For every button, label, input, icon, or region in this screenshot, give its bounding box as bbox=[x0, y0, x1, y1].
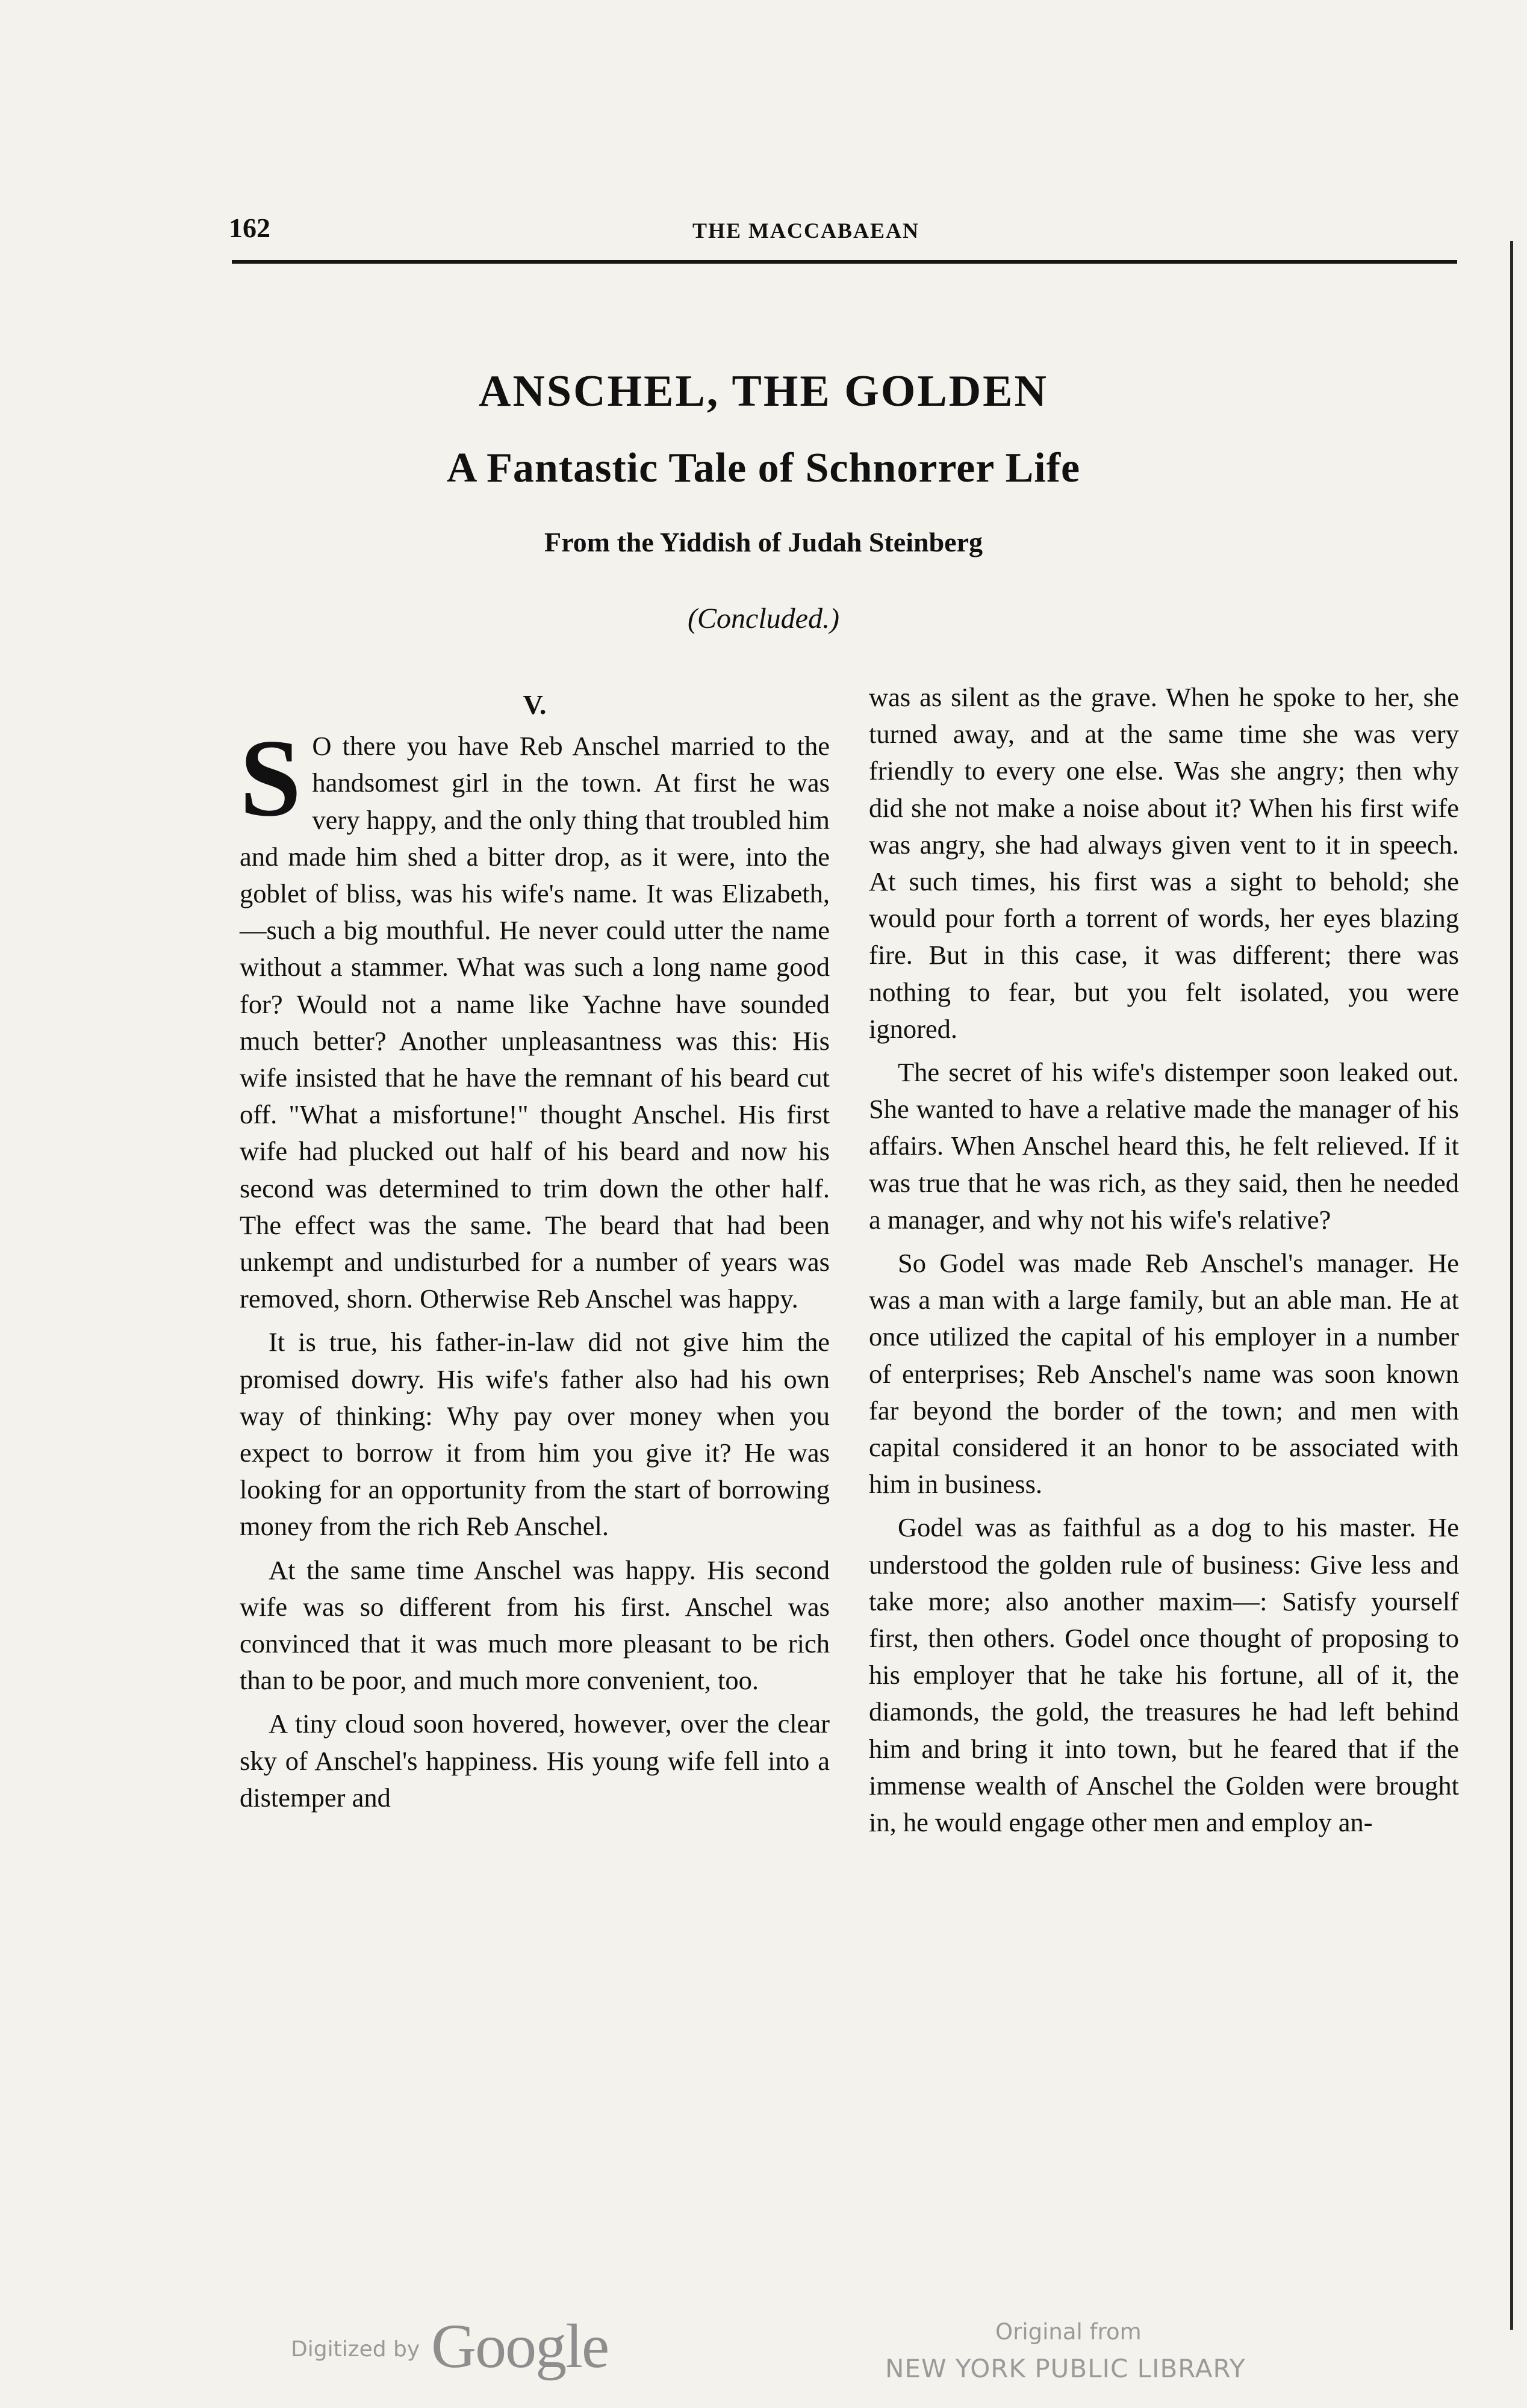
left-column bbox=[240, 686, 830, 1823]
article-subtitle: A Fantastic Tale of Schnorrer Life bbox=[446, 445, 1081, 491]
drop-cap: S bbox=[240, 716, 302, 840]
section-number: V. bbox=[523, 689, 547, 720]
paragraph-text: O there you have Reb Anschel married to the handsomest girl in the town. At first he was very happy, and the only thing that troubled him and made him shed a bitter drop, as it were, into the goblet of bliss, was his wife's name. It was Elizabeth,—such a big mouthful. He never could utter the name without a stammer. What was such a long name good for? Would not a name like Yachne have sounded much better? Another unpleasantness was this: His wife insisted that he have the remnant of his beard cut off. "What a misfortune!" thought Anschel. His first wife had plucked out half of his beard and now his second was determined to trim down the other half. The effect was the same. The beard that had been unkempt and undisturbed for a number of years was removed, shorn. Otherwise Reb Anschel was happy. bbox=[240, 731, 830, 1314]
google-logo: Google bbox=[431, 2312, 609, 2381]
article-status: (Concluded.) bbox=[688, 603, 839, 635]
right-column bbox=[869, 679, 1459, 1848]
article-title: ANSCHEL, THE GOLDEN bbox=[479, 367, 1048, 416]
paragraph: Godel was as faithful as a dog to his master. He understood the golden rule of business: Give less and take more; also another maxim—: Satisfy yourself first, then others. Godel once thought of proposing to his employer that he take his fortune, all of it, the diamonds, the gold, the treasures he had left behind him and bring it into town, but he feared that if the immense wealth of Anschel the Golden were brought in, he would engage other men and employ an- bbox=[869, 1512, 1459, 1838]
article-byline: From the Yiddish of Judah Steinberg bbox=[544, 527, 983, 557]
header-rule bbox=[232, 260, 1457, 264]
paragraph: was as silent as the grave. When he spoke to her, she turned away, and at the same time she was very friendly to every one else. Was she angry; then why did she not make a noise about it? When his first wife was angry, she had always given vent to it in speech. At such times, his first was a sight to behold; she would pour forth a torrent of words, her eyes blazing fire. But in this case, it was different; there was nothing to fear, but you felt isolated, you were ignored. bbox=[869, 682, 1459, 1044]
paragraph: So Godel was made Reb Anschel's manager. He was a man with a large family, but an able man. He at once utilized the capital of his employer in a number of enterprises; Reb Anschel's name was soon known far beyond the border of the town; and men with capital considered it an honor to be associated with him in business. bbox=[869, 1248, 1459, 1500]
paragraph: At the same time Anschel was happy. His second wife was so different from his first. Anschel was convinced that it was much more pleasant to be rich than to be poor, and much more convenient, too. bbox=[240, 1554, 830, 1696]
running-head: THE MACCABAEAN bbox=[692, 219, 920, 243]
paragraph: A tiny cloud soon hovered, however, over the clear sky of Anschel's happiness. His young wife fell into a distemper and bbox=[240, 1708, 830, 1813]
page-edge-line bbox=[1510, 241, 1513, 2330]
original-from-label: Original from bbox=[995, 2319, 1142, 2345]
paragraph: The secret of his wife's distemper soon leaked out. She wanted to have a relative made the manager of his affairs. When Anschel heard this, he felt relieved. If it was true that he was rich, as they said, then he needed a manager, and why not his wife's relative? bbox=[869, 1057, 1459, 1235]
paragraph bbox=[240, 716, 830, 1317]
paragraph: It is true, his father-in-law did not give him the promised dowry. His wife's father also had his own way of thinking: Why pay over money when you expect to borrow it from him you give it? He was looking for an opportunity from the start of borrowing money from the rich Reb Anschel. bbox=[240, 1327, 830, 1542]
digitized-by-label: Digitized by bbox=[291, 2337, 420, 2362]
page-number: 162 bbox=[229, 213, 270, 243]
library-label: NEW YORK PUBLIC LIBRARY bbox=[885, 2354, 1246, 2383]
